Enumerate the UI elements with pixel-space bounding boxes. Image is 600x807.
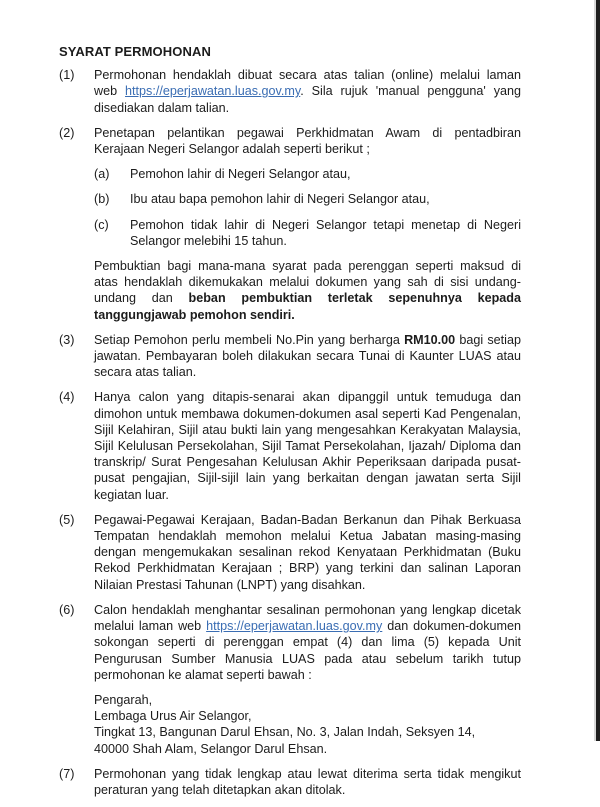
proof-note: Pembuktian bagi mana-mana syarat pada perenggan seperti maksud di atas hendaklah dikemukakan melalui dokumen yang sah di sisi undang-undang dan beban pembuktian terletak sepenuhnya kepada tanggungjawab pemohon sendiri. <box>94 259 521 322</box>
item-text: Penetapan pelantikan pegawai Perkhidmatan Awam di pentadbiran Kerajaan Negeri Selangor adalah seperti berikut ; <box>94 125 521 157</box>
subitem-b <box>94 191 521 207</box>
item-text: Hanya calon yang ditapis-senarai akan dipanggil untuk temuduga dan dimohon untuk membawa dokumen-dokumen asal seperti Kad Pengenalan, Sijil Kelahiran, Sijil atau bukti lain yang mengesahkan Kerakyatan Malaysia, Sijil Kelulusan Persekolahan, Sijil Tamat Persekolahan, Ijazah/ Diploma dan transkrip/ Surat Pengesahan Kelulusan Akhir Peperiksaan daripada pusat-pusat pengajian, Sijil-sijil lain yang berkaitan dengan jawatan serta Sijil kegiatan luar. <box>94 390 521 502</box>
section-title: SYARAT PERMOHONAN <box>59 44 211 59</box>
subitem-text: Ibu atau bapa pemohon lahir di Negeri Selangor atau, <box>130 192 430 207</box>
item-number: (1) <box>59 68 75 83</box>
address-line: 40000 Shah Alam, Selangor Darul Ehsan. <box>94 741 328 756</box>
item-text: Pegawai-Pegawai Kerajaan, Badan-Badan Berkanun dan Pihak Berkuasa Tempatan hendaklah memohon melalui Ketua Jabatan masing-masing dengan mengemukakan sesalinan rekod Kenyataan Perkhidmatan (Buku Rekod Perkhidmatan Kerajaan ; BRP) yang terkini dan salinan Laporan Nilaian Prestasi Tahunan (LNPT) yang disahkan. <box>94 512 521 592</box>
condition-item-5 <box>59 512 521 593</box>
eperjawatan-link[interactable]: https://eperjawatan.luas.gov.my <box>125 84 301 99</box>
item-number: (3) <box>59 332 75 347</box>
condition-item-2 <box>59 125 521 323</box>
mailing-address <box>94 692 521 757</box>
subitem-label: (c) <box>94 217 109 232</box>
item-number: (7) <box>59 766 75 781</box>
page-edge-bar <box>596 0 600 741</box>
item-text: Calon hendaklah menghantar sesalinan permohonan yang lengkap dicetak melalui laman web <box>94 602 521 634</box>
item-number: (6) <box>59 602 75 617</box>
address-line: Tingkat 13, Bangunan Darul Ehsan, No. 3, Jalan Indah, Seksyen 14, <box>94 725 476 740</box>
subitem-a <box>94 166 521 182</box>
subitem-text: Pemohon tidak lahir di Negeri Selangor tetapi menetap di Negeri Selangor melebihi 15 tahun. <box>130 217 521 248</box>
document-page <box>59 44 521 807</box>
proof-note-emphasis: beban pembuktian terletak sepenuhnya kepada tanggungjawab pemohon sendiri. <box>94 291 521 322</box>
subitem-c <box>94 217 521 249</box>
item-text: bagi setiap jawatan. Pembayaran boleh dilakukan secara Tunai di Kaunter LUAS atau secara atas talian. <box>94 332 521 380</box>
address-line: Pengarah, <box>94 692 153 707</box>
eperjawatan-link[interactable]: https://eperjawatan.luas.gov.my <box>206 619 383 634</box>
item-text: Permohonan yang tidak lengkap atau lewat diterima serta tidak mengikut peraturan yang telah ditetapkan akan ditolak. <box>94 766 521 797</box>
condition-item-1 <box>59 67 521 116</box>
item-number: (4) <box>59 390 75 405</box>
condition-item-6 <box>59 602 521 757</box>
item-text: dan dokumen-dokumen sokongan seperti di perenggan empat (4) dan lima (5) kepada Unit Pengurusan Sumber Manusia LUAS pada atau sebelum tarikh tutup permohonan ke alamat seperti bawah : <box>94 619 521 682</box>
condition-item-3 <box>59 332 521 381</box>
item-text: Setiap Pemohon perlu membeli No.Pin yang berharga <box>94 332 405 347</box>
address-line: Lembaga Urus Air Selangor, <box>94 709 252 724</box>
subitem-label: (b) <box>94 192 110 207</box>
item-text: . Sila rujuk 'manual pengguna' yang disediakan dalam talian. <box>94 84 522 115</box>
subitem-text: Pemohon lahir di Negeri Selangor atau, <box>130 167 351 182</box>
item-number: (5) <box>59 512 75 527</box>
condition-item-4 <box>59 389 521 502</box>
condition-item-7 <box>59 766 521 798</box>
item-number: (2) <box>59 125 75 140</box>
subitem-label: (a) <box>94 167 110 182</box>
item-text: Permohonan hendaklah dibuat secara atas talian (online) melalui laman web <box>94 68 521 99</box>
pin-price: RM10.00 <box>404 332 456 347</box>
